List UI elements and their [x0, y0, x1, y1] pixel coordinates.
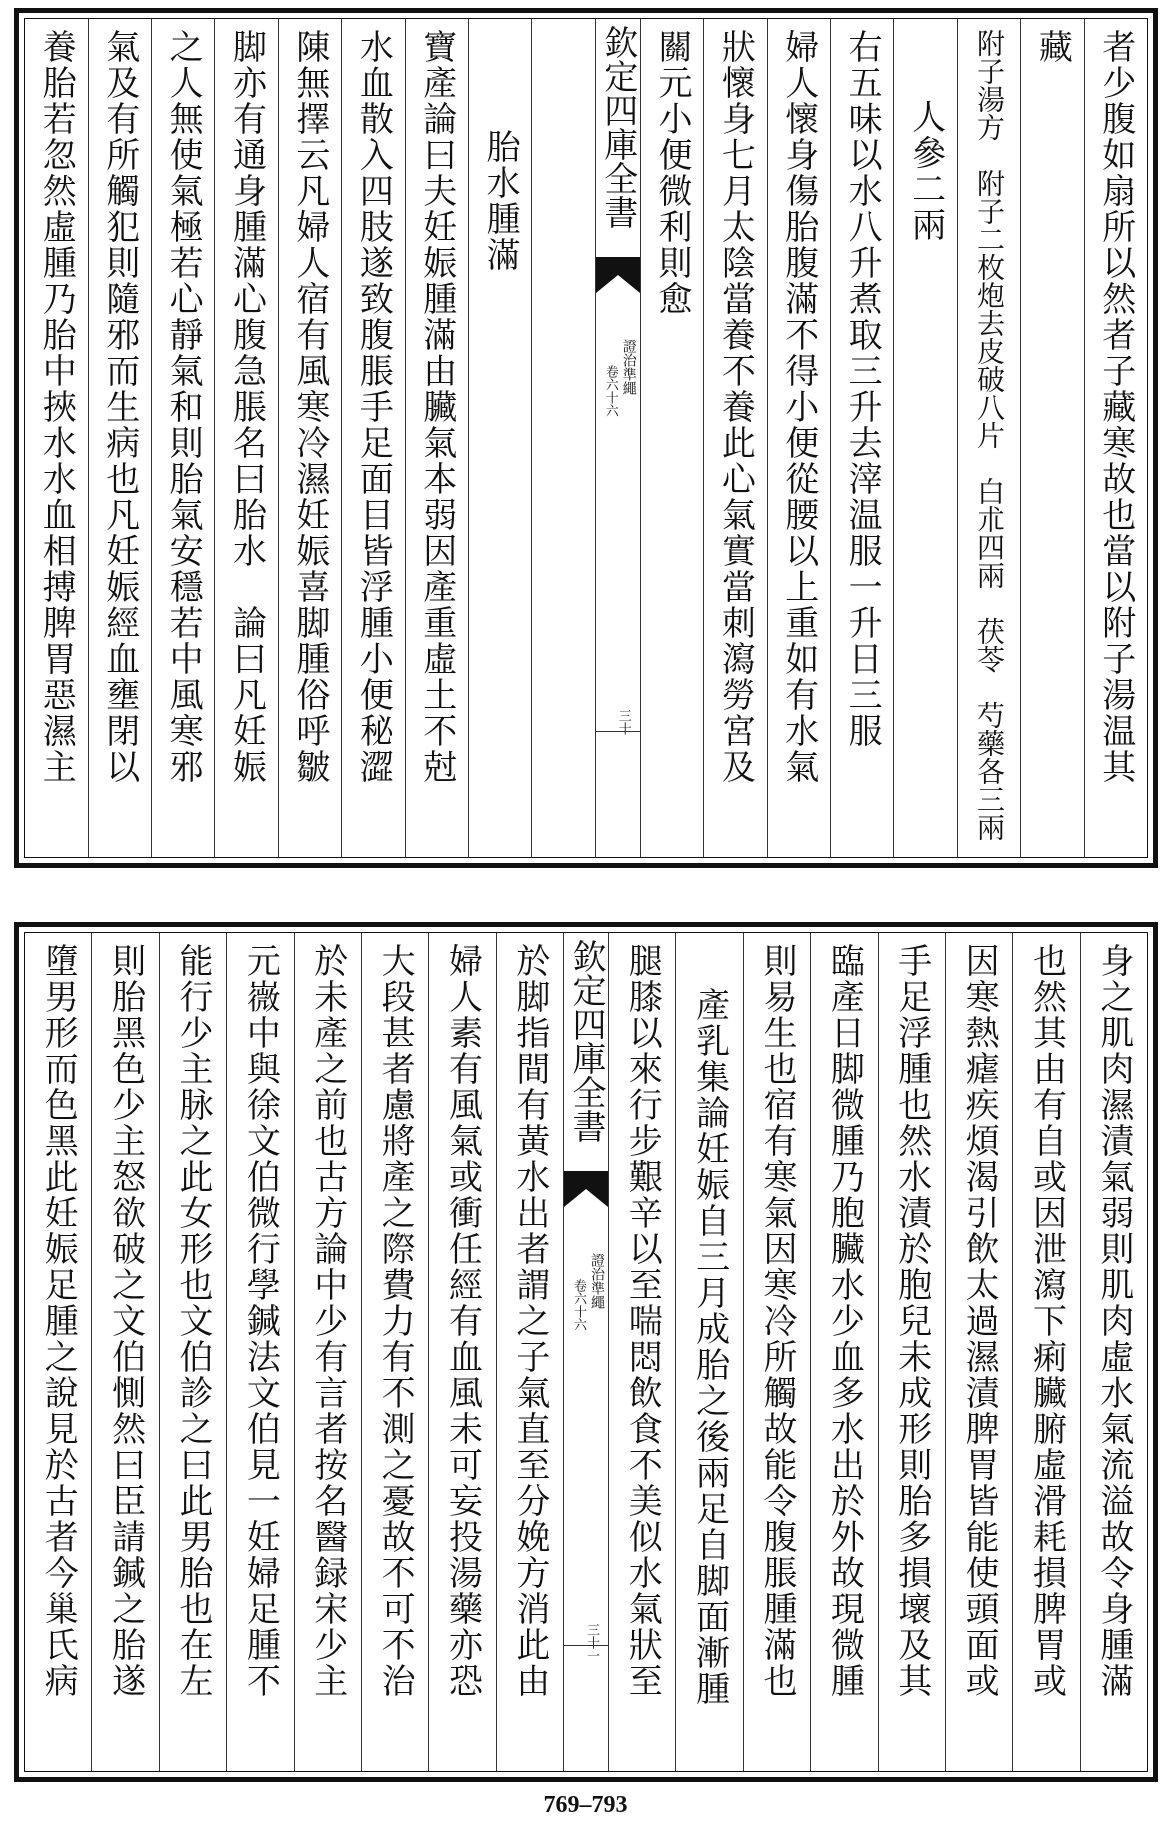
- text-column: [531, 19, 594, 857]
- column-text: 大段甚者慮將產之際費力有不測之憂故不可不治: [375, 943, 416, 1699]
- section-heading: 胎水腫滿: [480, 129, 521, 273]
- text-column: [159, 933, 226, 1771]
- column-text: 水血散入四肢遂致腹脹手足面目皆浮腫小便秘澀: [353, 29, 394, 785]
- column-text: 身之肌肉濕漬氣弱則肌肉虛水氣流溢故令身腫滿: [1093, 943, 1134, 1699]
- spine-rule: [564, 1645, 608, 1646]
- text-column: [278, 19, 341, 857]
- spine-volume: 卷六十六: [602, 365, 618, 417]
- column-text: 婦人懷身傷胎腹滿不得小便從腰以上重如有水氣: [778, 29, 819, 785]
- column-text: 寶產論曰夫妊娠腫滿由臟氣本弱因產重虛土不尅: [416, 29, 457, 785]
- column-text: 元嶶中與徐文伯微行學鍼法文伯見一妊婦足腫不: [240, 943, 281, 1699]
- column-text: 人參二兩: [905, 99, 946, 243]
- text-column: [1080, 933, 1147, 1771]
- text-column: [151, 19, 214, 857]
- text-column: [810, 933, 877, 1771]
- spine-title: 欽定四庫全書: [597, 25, 638, 229]
- column-text: 狀懷身七月太陰當養不養此心氣實當刺瀉勞宮及: [715, 29, 756, 785]
- center-spine: [563, 933, 608, 1771]
- column-text: 養胎若忽然虛腫乃胎中挾水水血相搏脾胃惡濕主: [36, 29, 77, 785]
- text-column: [1084, 19, 1147, 857]
- spine-title: 欽定四庫全書: [566, 939, 606, 1143]
- text-column: [893, 19, 956, 857]
- text-column: [830, 19, 893, 857]
- column-text: 也然其由有自或因泄瀉下痢臟腑虛滑耗損脾胃或: [1026, 943, 1067, 1699]
- lower-page: [14, 922, 1158, 1782]
- fish-tail-ornament-icon: [564, 1171, 608, 1207]
- text-column: [1012, 933, 1079, 1771]
- text-column: [214, 19, 277, 857]
- spine-book-title: 證治準繩: [620, 339, 637, 395]
- text-column: [703, 19, 766, 857]
- text-column: [25, 933, 91, 1771]
- spine-folio: 三十一: [584, 1623, 599, 1662]
- column-text: 附子湯方 附子二枚炮去皮破八片 白朮四兩 茯苓 芍藥各三兩: [972, 29, 1006, 841]
- spine-book-title: 證治準繩: [589, 1253, 605, 1309]
- upper-page-grid: [24, 18, 1148, 858]
- column-text: 於未產之前也古方論中少有言者按名醫録宋少主: [307, 943, 348, 1699]
- text-column: [405, 19, 468, 857]
- text-column: [945, 933, 1012, 1771]
- text-column: [428, 933, 495, 1771]
- column-text: 能行少主脉之此女形也文伯診之曰此男胎也在左: [172, 943, 213, 1699]
- text-column: [226, 933, 293, 1771]
- column-text: 右五味以水八升煮取三升去滓温服一升日三服: [842, 29, 883, 749]
- text-column: [608, 933, 675, 1771]
- column-text: 脚亦有通身腫滿心腹急脹名曰胎水 論曰凡妊娠: [226, 29, 267, 785]
- text-column: [957, 19, 1020, 857]
- text-column: [91, 933, 158, 1771]
- column-text: 之人無使氣極若心靜氣和則胎氣安穩若中風寒邪: [163, 29, 204, 785]
- column-text: 關元小便微利則愈: [651, 29, 692, 317]
- fish-tail-ornament-icon: [596, 257, 640, 293]
- text-column: [25, 19, 87, 857]
- text-column: [743, 933, 810, 1771]
- text-column: [878, 933, 945, 1771]
- spine-folio: 三十: [615, 709, 631, 735]
- text-column: [361, 933, 428, 1771]
- text-column: [341, 19, 404, 857]
- column-text: 於脚指間有黃水出者謂之子氣直至分娩方消此由: [509, 943, 550, 1699]
- column-text: 因寒熱瘧疾煩渴引飲太過濕漬脾胃皆能使頭面或: [959, 943, 1000, 1699]
- page-number-footer: 769–793: [543, 1792, 628, 1818]
- column-text: 則易生也宿有寒氣因寒冷所觸故能令腹脹腫滿也: [756, 943, 797, 1699]
- column-text: 腿膝以來行步艱辛以至喘悶飲食不美似水氣狀至: [622, 943, 663, 1699]
- column-text: 手足浮腫也然水漬於胞兒未成形則胎多損壞及其: [891, 943, 932, 1699]
- column-text: 臨產日脚微腫乃胞臟水少血多水出於外故現微腫: [824, 943, 865, 1699]
- text-column: [640, 19, 703, 857]
- upper-page: [14, 8, 1158, 868]
- spine-volume: 卷六十六: [571, 1279, 586, 1331]
- lower-page-grid: [24, 932, 1148, 1772]
- text-column: [88, 19, 151, 857]
- text-column: [675, 933, 742, 1771]
- column-text: 陳無擇云凡婦人宿有風寒冷濕妊娠喜脚腫俗呼皺: [289, 29, 330, 785]
- column-text: 氣及有所觸犯則隨邪而生病也凡妊娠經血壅閉以: [99, 29, 140, 785]
- column-text: 婦人素有風氣或衝任經有血風未可妄投湯藥亦恐: [442, 943, 483, 1699]
- text-column: [1020, 19, 1083, 857]
- text-column: [294, 933, 361, 1771]
- column-text: 墮男形而色黑此妊娠足腫之說見於古者今巢氏病: [38, 943, 79, 1699]
- center-spine: [595, 19, 640, 857]
- text-column: [468, 19, 531, 857]
- text-column: [767, 19, 830, 857]
- column-text: 者少腹如扇所以然者子藏寒故也當以附子湯温其: [1095, 29, 1136, 785]
- spine-rule: [596, 731, 640, 732]
- column-text: 則胎黑色少主怒欲破之文伯惻然曰臣請鍼之胎遂: [105, 943, 146, 1699]
- text-column: [496, 933, 563, 1771]
- column-text: 產乳集論妊娠自三月成胎之後兩足自脚面漸腫: [689, 987, 730, 1707]
- column-text: 藏: [1032, 29, 1073, 65]
